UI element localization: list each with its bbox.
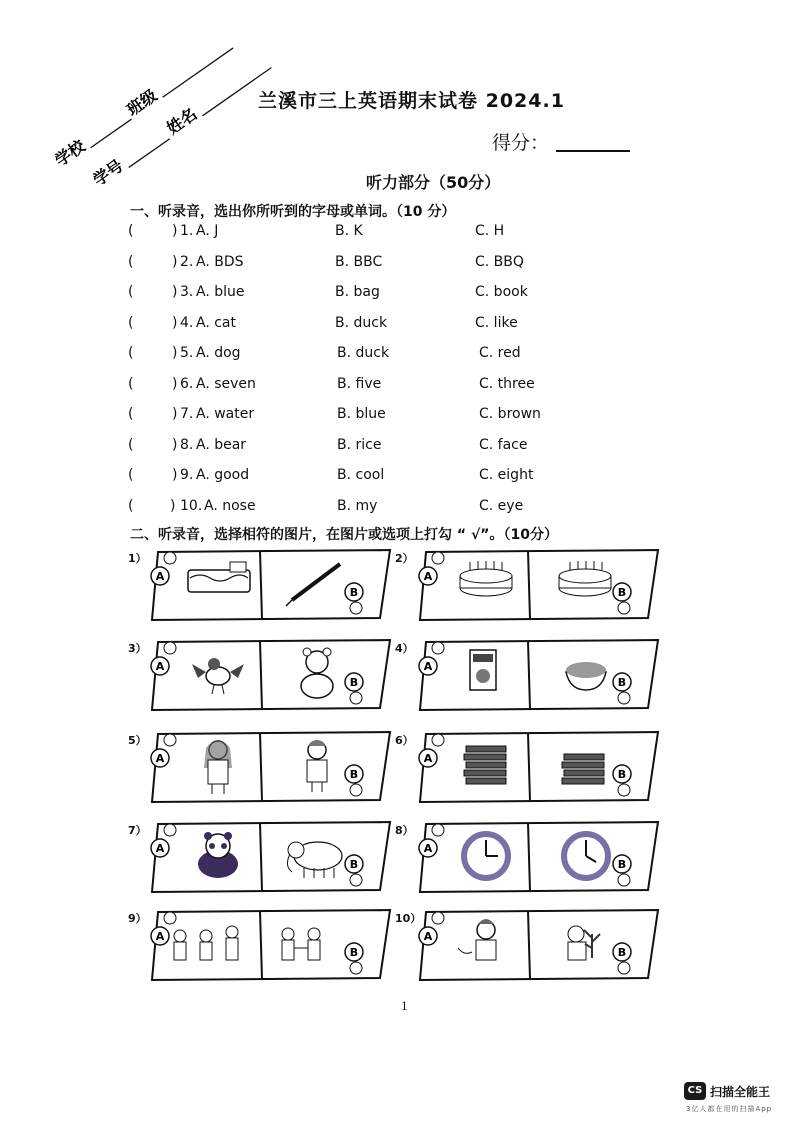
answer-paren-open[interactable]: ( — [128, 467, 134, 483]
class-label: 班级 — [123, 85, 161, 120]
picture-item-4 — [418, 638, 668, 712]
score-label: 得分： — [492, 132, 550, 154]
answer-paren-close: ) — [172, 284, 178, 300]
answer-paren-open[interactable]: ( — [128, 406, 134, 422]
answer-paren-open[interactable]: ( — [128, 223, 134, 239]
option-b-letter: B — [617, 768, 627, 781]
option-c[interactable]: C. three — [479, 375, 535, 392]
option-a[interactable]: A. good — [196, 467, 250, 483]
question-number: 2. — [180, 253, 194, 270]
question-number: 3. — [180, 284, 194, 300]
option-b[interactable]: B. five — [337, 375, 382, 392]
option-b-letter: B — [349, 946, 359, 959]
option-a-letter: A — [155, 752, 165, 765]
picture-item-7 — [150, 820, 400, 894]
option-a[interactable]: A. J — [196, 223, 219, 239]
option-b-letter: B — [617, 946, 627, 959]
part1-instruction: 一、听录音，选出你所听到的字母或单词。（10 分） — [130, 204, 456, 220]
picture-item-number: 3） — [128, 642, 147, 655]
question-number: 9. — [180, 467, 194, 483]
option-c[interactable]: C. brown — [479, 406, 541, 422]
scanner-logo-icon: CS — [684, 1082, 706, 1100]
school-label: 学校 — [51, 136, 89, 171]
picture-item-8 — [418, 820, 668, 894]
answer-paren-open[interactable]: ( — [128, 375, 134, 392]
option-b-letter: B — [349, 586, 359, 599]
picture-item-number: 6） — [395, 734, 414, 747]
answer-paren-close: ) — [172, 345, 178, 361]
option-b-letter: B — [349, 858, 359, 871]
answer-paren-open[interactable]: ( — [128, 284, 134, 300]
option-a[interactable]: A. BDS — [196, 253, 244, 270]
option-c[interactable]: C. eye — [479, 497, 524, 514]
answer-paren-open[interactable]: ( — [128, 436, 134, 453]
picture-item-number: 10） — [395, 912, 422, 925]
option-a-picture[interactable] — [464, 746, 506, 784]
question-number: 1. — [180, 223, 194, 239]
question-number: 8. — [180, 436, 194, 453]
option-a[interactable]: A. bear — [196, 436, 247, 453]
option-a-letter: A — [423, 842, 433, 855]
option-b[interactable]: B. duck — [335, 314, 388, 331]
question-number: 6. — [180, 375, 194, 392]
picture-item-number: 8） — [395, 824, 414, 837]
option-c[interactable]: C. face — [479, 436, 528, 453]
answer-paren-close: ) — [172, 314, 178, 331]
option-a-letter: A — [423, 752, 433, 765]
option-c[interactable]: C. book — [475, 284, 528, 300]
question-number: 4. — [180, 314, 194, 331]
scanner-name: 扫描全能王 — [710, 1085, 771, 1099]
option-b[interactable]: B. blue — [337, 406, 386, 422]
scanner-slogan: 3亿人都在用的扫描App — [686, 1105, 773, 1113]
picture-item-2 — [418, 548, 668, 622]
option-b[interactable]: B. rice — [337, 436, 382, 453]
picture-item-number: 9） — [128, 912, 147, 925]
option-a-letter: A — [155, 842, 165, 855]
answer-paren-close: ) — [172, 253, 178, 270]
option-c[interactable]: C. like — [475, 314, 518, 331]
picture-item-6 — [418, 730, 668, 804]
name-label: 姓名 — [163, 104, 201, 139]
question-number: 10. — [180, 497, 203, 514]
answer-paren-close: ) — [172, 406, 178, 422]
answer-paren-close: ) — [170, 497, 176, 514]
option-a[interactable]: A. dog — [196, 345, 241, 361]
score-blank[interactable] — [556, 150, 630, 152]
option-a-letter: A — [155, 570, 165, 583]
option-b-letter: B — [617, 586, 627, 599]
picture-item-3 — [150, 638, 400, 712]
answer-paren-open[interactable]: ( — [128, 253, 134, 270]
option-b-letter: B — [349, 768, 359, 781]
answer-paren-close: ) — [172, 467, 178, 483]
picture-item-10 — [418, 908, 668, 982]
option-a[interactable]: A. water — [196, 406, 255, 422]
option-a-picture[interactable] — [470, 650, 496, 690]
option-a-letter: A — [423, 930, 433, 943]
option-a-picture[interactable] — [464, 834, 508, 878]
option-a[interactable]: A. nose — [204, 497, 256, 514]
option-c[interactable]: C. eight — [479, 467, 534, 483]
option-a-letter: A — [155, 660, 165, 673]
option-c[interactable]: C. red — [479, 345, 521, 361]
picture-item-number: 4） — [395, 642, 414, 655]
student-info-corner — [0, 0, 260, 190]
option-b-picture[interactable] — [564, 834, 608, 878]
picture-item-9 — [150, 908, 400, 982]
option-b[interactable]: B. duck — [337, 345, 390, 361]
option-b[interactable]: B. K — [335, 223, 363, 239]
exam-title: 兰溪市三上英语期末试卷 2024.1 — [258, 90, 565, 112]
picture-item-number: 2） — [395, 552, 414, 565]
option-b[interactable]: B. bag — [335, 284, 380, 300]
part2-instruction: 二、听录音，选择相符的图片，在图片或选项上打勾 “ √”。（10分） — [130, 527, 558, 543]
picture-item-number: 7） — [128, 824, 147, 837]
answer-paren-close: ) — [172, 375, 178, 392]
picture-item-number: 5） — [128, 734, 147, 747]
answer-paren-open[interactable]: ( — [128, 345, 134, 361]
option-b-letter: B — [617, 858, 627, 871]
option-a-letter: A — [423, 570, 433, 583]
option-a-letter: A — [155, 930, 165, 943]
question-number: 7. — [180, 406, 194, 422]
option-c[interactable]: C. BBQ — [475, 253, 524, 270]
picture-item-5 — [150, 730, 400, 804]
option-a[interactable]: A. seven — [196, 375, 256, 392]
option-a[interactable]: A. cat — [196, 314, 236, 331]
answer-paren-close: ) — [172, 436, 178, 453]
answer-paren-close: ) — [172, 223, 178, 239]
scanner-watermark — [684, 1080, 794, 1120]
student-no-label: 学号 — [89, 155, 127, 190]
picture-item-1 — [150, 548, 400, 622]
answer-paren-open[interactable]: ( — [128, 497, 134, 514]
option-b[interactable]: B. cool — [337, 467, 385, 483]
option-b-letter: B — [349, 676, 359, 689]
option-a-letter: A — [423, 660, 433, 673]
option-a[interactable]: A. blue — [196, 284, 245, 300]
page-number: 1 — [401, 1000, 408, 1013]
option-b-letter: B — [617, 676, 627, 689]
option-c[interactable]: C. H — [475, 223, 505, 239]
question-number: 5. — [180, 345, 194, 361]
listening-section-title: 听力部分（50分） — [366, 173, 501, 192]
picture-item-number: 1） — [128, 552, 147, 565]
option-a-picture[interactable] — [174, 926, 238, 960]
option-b[interactable]: B. my — [337, 497, 378, 514]
answer-paren-open[interactable]: ( — [128, 314, 134, 331]
option-b[interactable]: B. BBC — [335, 253, 383, 270]
